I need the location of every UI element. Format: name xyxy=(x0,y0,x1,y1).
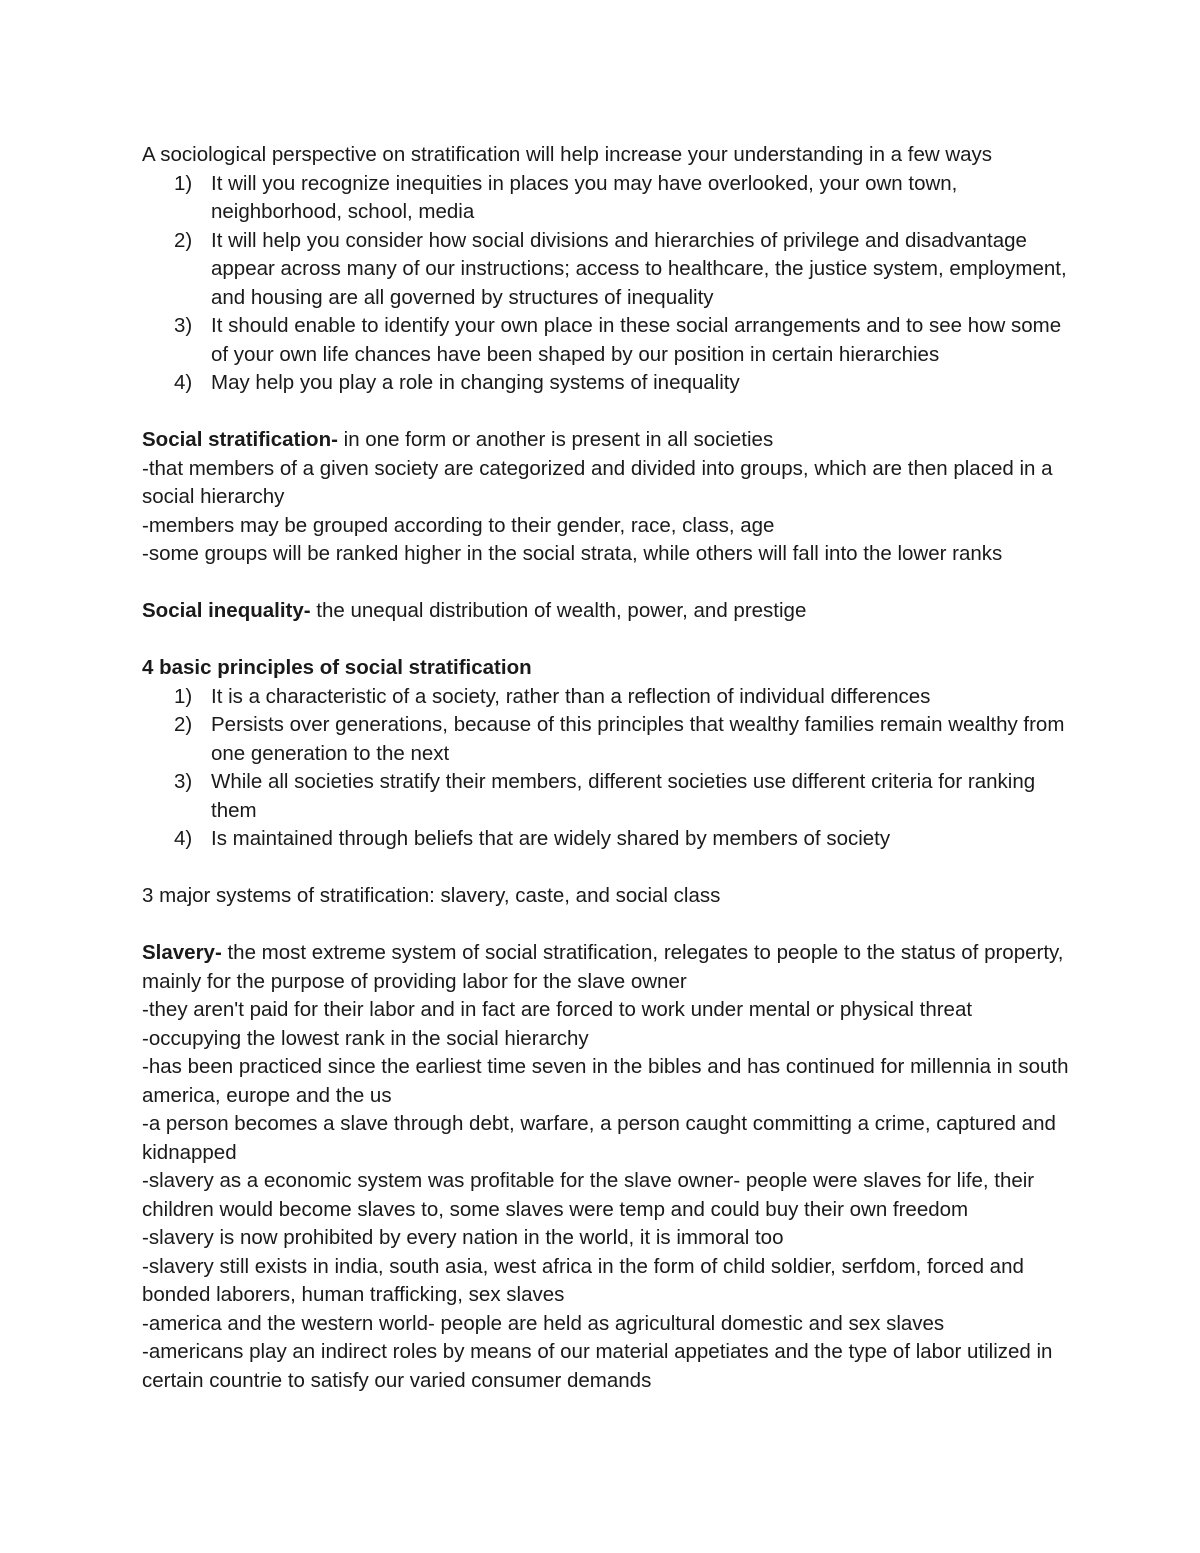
slavery-definition xyxy=(142,939,1072,996)
intro-paragraph: A sociological perspective on stratification will help increase your understanding in a few ways xyxy=(142,143,993,166)
spacer xyxy=(142,854,1072,883)
list-number: 3) xyxy=(174,314,193,337)
list-text: It will help you consider how social divisions and hierarchies of privilege and disadvantage appear across many of our instructions; access to healthcare, the justice system, employment, and housing are all governed by structures of inequality xyxy=(211,228,1067,309)
list-text: Persists over generations, because of this principles that wealthy families remain wealthy from one generation to the next xyxy=(211,713,1065,765)
slavery-point: -americans play an indirect roles by means of our material appetiates and the type of labor utilized in certain countrie to satisfy our varied consumer demands xyxy=(142,1340,1053,1392)
social-stratification-definition xyxy=(142,426,1072,455)
list-item xyxy=(142,227,1072,313)
list-number: 3) xyxy=(174,770,193,793)
slavery-point: -slavery is now prohibited by every nation in the world, it is immoral too xyxy=(142,1226,784,1249)
list-number: 1) xyxy=(174,171,193,195)
list-text: May help you play a role in changing systems of inequality xyxy=(211,371,740,394)
list-text: While all societies stratify their members, different societies use different criteria for ranking them xyxy=(211,770,1036,822)
list-number: 2) xyxy=(174,713,193,736)
major-systems-line: 3 major systems of stratification: slavery, caste, and social class xyxy=(142,884,721,907)
definition-text: the unequal distribution of wealth, power, and prestige xyxy=(310,599,807,622)
term-social-inequality: Social inequality- xyxy=(142,599,311,622)
stratification-point: -some groups will be ranked higher in the social strata, while others will fall into the lower ranks xyxy=(142,542,1003,565)
list-item xyxy=(142,768,1072,825)
slavery-point: -has been practiced since the earliest time seven in the bibles and has continued for millennia in south america, europe and the us xyxy=(142,1055,1069,1107)
spacer xyxy=(142,398,1072,427)
slavery-point: -slavery still exists in india, south asia, west africa in the form of child soldier, serfdom, forced and bonded laborers, human trafficking, sex slaves xyxy=(142,1254,1024,1306)
intro-list xyxy=(142,170,1072,398)
list-item xyxy=(142,312,1072,369)
stratification-point: -members may be grouped according to their gender, race, class, age xyxy=(142,513,775,537)
list-text: It will you recognize inequities in places you may have overlooked, your own town, neighborhood, school, media xyxy=(211,171,958,223)
list-text: It is a characteristic of a society, rather than a reflection of individual differences xyxy=(211,684,931,708)
list-item xyxy=(142,369,1072,398)
list-number: 2) xyxy=(174,228,193,252)
slavery-point: -slavery as a economic system was profitable for the slave owner- people were slaves for life, their children would become slaves to, some slaves were temp and could buy their own freedom xyxy=(142,1169,1035,1221)
principles-list xyxy=(142,683,1072,854)
list-number: 4) xyxy=(174,827,193,850)
term-slavery: Slavery- xyxy=(142,941,222,964)
list-item xyxy=(142,683,1072,712)
stratification-point: -that members of a given society are categorized and divided into groups, which are then placed in a social hierarchy xyxy=(142,456,1053,508)
list-number: 4) xyxy=(174,371,193,394)
list-item xyxy=(142,825,1072,854)
term-social-stratification: Social stratification- xyxy=(142,428,338,451)
list-text: It should enable to identify your own place in these social arrangements and to see how some of your own life chances have been shaped by our position in certain hierarchies xyxy=(211,314,1062,366)
principles-heading-text: 4 basic principles of social stratification xyxy=(142,656,532,679)
list-text: Is maintained through beliefs that are widely shared by members of society xyxy=(211,827,891,850)
slavery-point: -they aren't paid for their labor and in fact are forced to work under mental or physical threat xyxy=(142,998,973,1021)
principles-heading xyxy=(142,654,1072,683)
list-number: 1) xyxy=(174,684,193,708)
list-item xyxy=(142,711,1072,768)
slavery-point: -a person becomes a slave through debt, warfare, a person caught committing a crime, captured and kidnapped xyxy=(142,1112,1056,1164)
social-inequality-definition xyxy=(142,597,1072,626)
list-item xyxy=(142,170,1072,227)
spacer xyxy=(142,626,1072,655)
spacer xyxy=(142,569,1072,598)
spacer xyxy=(142,911,1072,940)
definition-text: the most extreme system of social stratification, relegates to people to the status of property, mainly for the purpose of providing labor for the slave owner xyxy=(142,941,1064,993)
slavery-point: -america and the western world- people are held as agricultural domestic and sex slaves xyxy=(142,1311,945,1335)
slavery-point: -occupying the lowest rank in the social hierarchy xyxy=(142,1026,589,1050)
definition-text: in one form or another is present in all societies xyxy=(337,428,774,451)
document-page xyxy=(142,141,1072,1395)
